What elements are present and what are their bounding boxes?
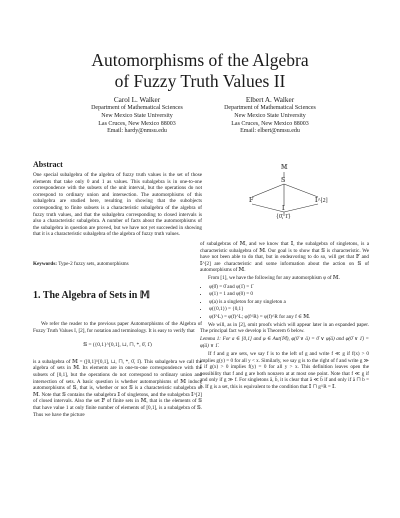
- author-block-2: [195, 96, 345, 136]
- abstract-text: One special subalgebra of the algebra of fuzzy truth values is the set of those elements that take only 0 and 1 as values. This subalgebra is in one-to-one correspondence with the subsets of the unit interval, but the operations do not correspond to ordinary union and intersection. The automorphisms of this subalgebra are studied here, resulting in showing that the subobjects corresponding to finite subsets is a characteristic subalgebra of the algebra of fuzzy truth values, and that the subalgebra corresponding to closed intervals is also a characteristic subalgebra. A number of facts about the automorphisms of the subalgebra in question are proved, but we have not yet succeeded in showing that it is a characteristic subalgebra of the algebra of fuzzy truth values.: [33, 172, 202, 238]
- diagram-node-top: 𝕄: [281, 165, 288, 171]
- abstract-heading: Abstract: [33, 160, 63, 169]
- diagram-edge: [252, 184, 284, 197]
- author-university: New Mexico State University: [101, 112, 173, 119]
- paragraph: We will, as in [2], omit proofs which will appear later in an expanded paper. The principal fact we develop is Theorem 6 below.: [200, 321, 369, 335]
- author-department: Department of Mathematical Sciences: [91, 105, 183, 111]
- author-block-1: [62, 96, 212, 136]
- diagram-node-bottom: {0̄, 1̄}: [276, 214, 291, 220]
- diagram-node-right: 𝕀^[2]: [315, 198, 328, 204]
- diagram-node-upper: 𝕊: [281, 178, 286, 184]
- author-name: Carol L. Walker: [113, 96, 161, 104]
- author-university: New Mexico State University: [234, 112, 306, 119]
- author-email: Email: elbert@nmsu.edu: [240, 128, 300, 135]
- list-item: • φ(a) is a singleton for any singleton a: [209, 299, 369, 306]
- title-line-1: Automorphisms of the Algebra: [91, 50, 309, 70]
- paragraph: of subalgebras of 𝕄, and we know that 𝕀, the subalgebra of singletons, is a characteristic subalgebra of 𝕄. Our goal is to show that 𝕊 is characteristic. We have not been able to do that, but in endeavoring to do so, will get that 𝔽 and 𝕀^[2] are characteristic and some information about the action on 𝕊 of automorphisms of 𝕄.: [200, 241, 369, 274]
- list-item: • φ(f^L) = φ(f)^L; φ(f^R) = φ(f)^R for any f ∈ 𝕄.: [209, 314, 369, 321]
- paper-title: [0, 50, 400, 92]
- keywords: [33, 261, 202, 268]
- author-city: Las Cruces, New Mexico 88003: [98, 120, 176, 127]
- diagram-edge: [284, 204, 318, 212]
- title-line-2: of Fuzzy Truth Values II: [114, 71, 286, 91]
- paragraph: From [1], we have the following for any automorphism φ of 𝕄.: [208, 275, 340, 282]
- author-city: Las Cruces, New Mexico 88003: [231, 120, 309, 127]
- list-item: • φ(1) = 1 and φ(0) = 0: [209, 291, 369, 298]
- paragraph: We refer the reader to the previous paper Automorphisms of the Algebra of Fuzzy Truth Values I, [2], for notation and terminology. It is easy to verify that: [33, 321, 202, 334]
- lemma: Lemma 1: For a ∈ [0,1] and φ ∈ Aut(𝕄), φ(0̄ ∨ ā) = 0̄ ∨ φ(ā) and φ(0̄ ∨ 1̄) = φ(ā) ∨ 1̄.: [200, 336, 369, 349]
- diagram-node-left: 𝔽: [249, 198, 254, 204]
- list-item: • φ(0̄) = 0̄ and φ(1̄) = 1̄: [209, 284, 369, 291]
- list-item: • φ({0,1}) = {0,1}: [209, 306, 369, 313]
- author-email: Email: hardy@nmsu.edu: [107, 128, 167, 135]
- equation: 𝕊 = ({0,1}^[0,1], ⊔, ⊓, *, 0̄, 1̄): [83, 342, 152, 349]
- paragraph: is a subalgebra of 𝕄 = ([0,1]^[0,1], ⊔, ⊓, *, 0̄, 1̄). This subalgebra we call the algebra of sets in 𝕄. Its elements are in one-to-one correspondence with the subsets of [0,1], but the operations do not correspond to ordinary union and intersection of sets. A basic question is whether automorphisms of 𝕄 induce automorphisms of 𝕊, that is, whether or not 𝕊 is a characteristic subalgebra of 𝕄. Note that 𝕊 contains the subalgebra 𝕀 of singletons, and the subalgebra 𝕀^[2] of closed intervals. Also the set 𝔽 of finite sets in 𝕄, that is the elements of 𝕊 that have value 1 at only finite number of elements of [0,1], is a subalgebra of 𝕊. Thus we have the picture: [33, 358, 202, 418]
- abstract-body: [33, 172, 202, 239]
- diagram-node-lower: 𝕀: [282, 206, 285, 212]
- subalgebra-diagram: [200, 160, 369, 220]
- keywords-text: Type-2 fuzzy sets, automorphisms: [58, 261, 129, 267]
- author-name: Elbert A. Walker: [245, 96, 295, 104]
- property-list: [200, 284, 369, 321]
- right-column-body: [200, 241, 369, 392]
- diagram-edge: [284, 184, 318, 197]
- keywords-label: Keywords:: [33, 261, 57, 267]
- section-1-body: [33, 321, 202, 420]
- section-1-heading: 1. The Algebra of Sets in 𝕄: [33, 290, 151, 301]
- paragraph: If f and g are sets, we say f is to the left of g and write f ≪ g if f(x) > 0 implies g(y) = 0 for all y < x. Similarly, we say g is to the right of f and write g ≫ f if g(x) > 0 implies f(y) = 0 for all y > x. This definition leaves open the possibility that f and g are both nonzero at at most one point. Note that f ≪ g if and only if g ≫ f. For singletons ā, b̄, it is clear that ā ≪ b̄ if and only if ā ⊓ b̄ = b̄. If g is a set, this is equivalent to the condition that 𝕀 ⊓ g^R = 𝕀.: [200, 350, 369, 390]
- author-department: Department of Mathematical Sciences: [224, 105, 316, 111]
- diagram-edge: [252, 204, 284, 212]
